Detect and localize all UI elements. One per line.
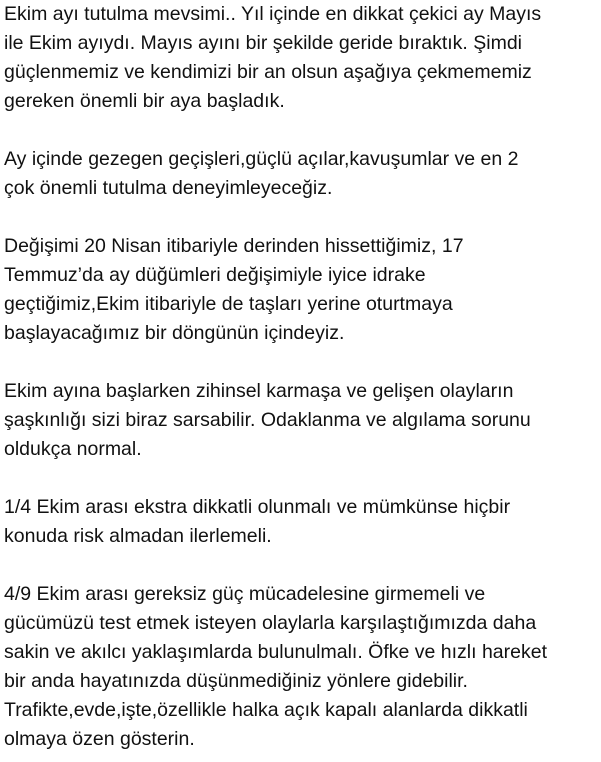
paragraph-oct-1-4 [4,493,598,551]
text-line: Değişimi 20 Nisan itibariyle derinden hissettiğimiz, 17 [4,235,464,257]
paragraph-cycle [4,232,598,348]
text-line: gücümüzü test etmek isteyen olaylarla karşılaştığımızda daha [4,612,537,634]
text-line: başlayacağımız bir döngünün içindeyiz. [4,322,345,344]
text-line: Ekim ayı tutulma mevsimi.. Yıl içinde en dikkat çekici ay Mayıs [4,3,542,25]
document-body [4,0,598,754]
paragraph-intro [4,0,598,116]
text-line: gereken önemli bir aya başladık. [4,90,285,112]
text-line: çok önemli tutulma deneyimleyeceğiz. [4,177,333,199]
text-line: geçtiğimiz,Ekim itibariyle de taşları yerine oturtmaya [4,293,453,315]
text-line: ile Ekim ayıydı. Mayıs ayını bir şekilde geride bıraktık. Şimdi [4,32,523,54]
text-line: 1/4 Ekim arası ekstra dikkatli olunmalı ve mümkünse hiçbir [4,496,511,518]
text-line: Temmuz’da ay düğümleri değişimiyle iyice idrake [4,264,426,286]
text-line: şaşkınlığı sizi biraz sarsabilir. Odaklanma ve algılama sorunu [4,409,531,431]
paragraph-october-start [4,377,598,464]
text-line: 4/9 Ekim arası gereksiz güç mücadelesine girmemeli ve [4,583,486,605]
text-line: Trafikte,evde,işte,özellikle halka açık kapalı alanlarda dikkatli [4,699,528,721]
paragraph-oct-4-9 [4,580,598,754]
text-line: güçlenmemiz ve kendimizi bir an olsun aşağıya çekmememiz [4,61,532,83]
text-line: Ekim ayına başlarken zihinsel karmaşa ve gelişen olayların [4,380,514,402]
text-line: Ay içinde gezegen geçişleri,güçlü açılar,kavuşumlar ve en 2 [4,148,519,170]
text-line: konuda risk almadan ilerlemeli. [4,525,272,547]
text-line: oldukça normal. [4,438,142,460]
text-line: olmaya özen gösterin. [4,728,195,750]
paragraph-transits [4,145,598,203]
text-line: sakin ve akılcı yaklaşımlarda bulunulmalı. Öfke ve hızlı hareket [4,641,547,663]
text-line: bir anda hayatınızda düşünmediğiniz yönlere gidebilir. [4,670,468,692]
